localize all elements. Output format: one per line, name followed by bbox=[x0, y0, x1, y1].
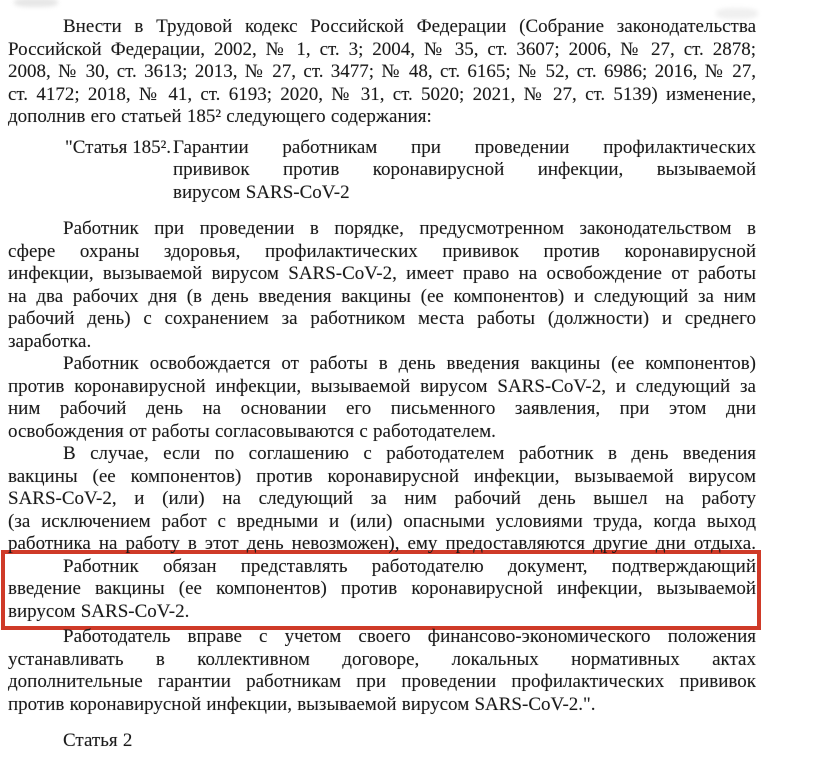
text-line: против коронавирусной инфекции, вызываемой вирусом SARS-CoV-2, и следующий за bbox=[8, 375, 756, 397]
text-line: вирусом SARS-CoV-2 bbox=[173, 181, 350, 203]
text-line: В случае, если по соглашению с работодателем работник в день введения bbox=[63, 443, 756, 464]
text-line: рабочий день) с сохранением за работником места работы (должности) и среднего bbox=[8, 308, 756, 329]
text-line: освобождения от работы согласовываются с работодателем. bbox=[8, 420, 496, 442]
text-line: SARS-CoV-2, и (или) на следующий за ним рабочий день вышел на работу bbox=[8, 488, 756, 509]
text-line: введение вакцины (ее компонентов) против коронавирусной инфекции, вызываемой bbox=[8, 578, 756, 599]
text-line: против коронавирусной инфекции, вызываемой вирусом SARS-CoV-2.". bbox=[8, 693, 596, 715]
text-line: ним рабочий день на основании его письменного заявления, при этом дни bbox=[8, 398, 756, 419]
text-line: заработка. bbox=[8, 330, 92, 352]
paragraph bbox=[8, 443, 756, 556]
text-line: дополнив его статьей 185² следующего содержания: bbox=[8, 106, 432, 127]
highlighted-paragraph bbox=[1, 550, 761, 631]
text-line: сфере охраны здоровья, профилактических прививок против коронавирусной bbox=[8, 240, 756, 262]
text-line: Российской Федерации, 2002, № 1, ст. 3; 2004, № 35, ст. 3607; 2006, № 27, ст. 2878; bbox=[8, 38, 756, 60]
text-line: Работник обязан представлять работодателю документ, подтверждающий bbox=[63, 555, 756, 577]
text-line: Работник при проведении в порядке, предусмотренном законодательством в bbox=[63, 218, 756, 239]
text-line: (за исключением работ с вредными и (или) опасными условиями труда, когда выход bbox=[8, 510, 756, 532]
text-line: Статья 2 bbox=[63, 730, 133, 751]
text-line: прививок против коронавирусной инфекции, вызываемой bbox=[173, 159, 756, 180]
text-line: 2008, № 30, ст. 3613; 2013, № 27, ст. 3477; № 48, ст. 6165; № 52, ст. 6986; 2016, № 27, bbox=[8, 61, 756, 82]
paragraph bbox=[8, 218, 756, 353]
text-line: вакцины (ее компонентов) против коронавирусной инфекции, вызываемой вирусом bbox=[8, 465, 756, 487]
scan-artifact bbox=[14, 0, 58, 7]
text-line: Внести в Трудовой кодекс Российской Федерации (Собрание законодательства bbox=[63, 16, 756, 37]
paragraph bbox=[8, 730, 756, 753]
article-heading bbox=[8, 137, 756, 205]
document-content bbox=[8, 16, 756, 753]
paragraph bbox=[8, 353, 756, 443]
paragraph bbox=[8, 626, 756, 716]
text-line: ст. 4172; 2018, № 41, ст. 6193; 2020, № 31, ст. 5020; 2021, № 27, ст. 5139) изменение, bbox=[8, 83, 756, 105]
text-line: Гарантии работникам при проведении профилактических bbox=[173, 136, 756, 158]
paragraph bbox=[8, 16, 756, 129]
text-line: Работодатель вправе с учетом своего финансово-экономического положения bbox=[63, 626, 756, 647]
text-line: на два рабочих дня (в день введения вакцины (ее компонентов) и следующий за ним bbox=[8, 285, 756, 307]
text-line: устанавливать в коллективном договоре, локальных нормативных актах bbox=[8, 648, 756, 670]
text-line: работника на работу в этот день невозможен), ему предоставляются другие дни отдыха. bbox=[8, 533, 756, 554]
text-line: дополнительные гарантии работникам при проведении профилактических прививок bbox=[8, 671, 756, 692]
text-line: Работник освобождается от работы в день введения вакцины (ее компонентов) bbox=[63, 353, 756, 374]
heading-label: "Статья 185². bbox=[65, 136, 172, 158]
text-line: инфекции, вызываемой вирусом SARS-CoV-2, имеет право на освобождение от работы bbox=[8, 263, 756, 284]
text-line: вирусом SARS-CoV-2. bbox=[8, 600, 190, 622]
